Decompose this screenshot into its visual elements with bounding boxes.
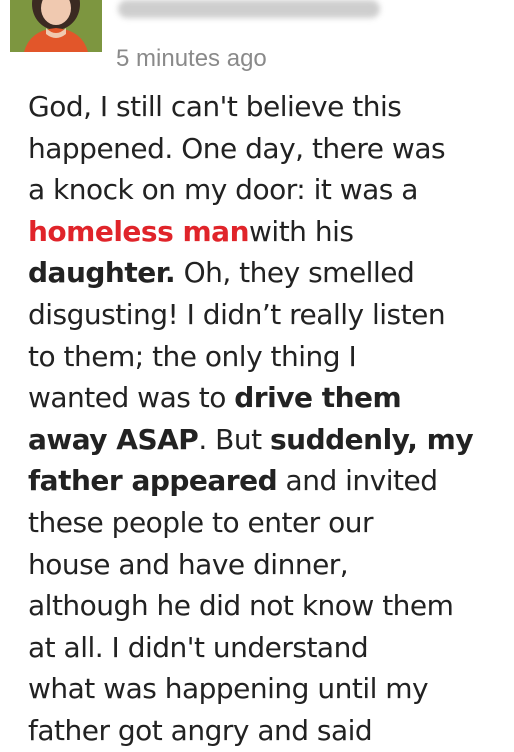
highlighted-text: homeless man: [28, 214, 250, 248]
post-text: with his: [249, 214, 354, 248]
post-text: disgusting! I didn’t really listen: [28, 297, 446, 331]
post-body: [28, 86, 508, 752]
blurred-username: [118, 0, 380, 18]
post-line: [28, 169, 508, 211]
post-text: to them; the only thing I: [28, 339, 357, 373]
post-line: [28, 627, 508, 669]
post-line: [28, 710, 508, 752]
bold-text: drive them: [234, 381, 402, 415]
avatar-photo-icon: [10, 0, 102, 52]
post-text: God, I still can't believe this: [28, 90, 402, 123]
post-line: [28, 294, 508, 336]
post-line: [28, 211, 508, 253]
post-text: happened. One day, there was: [28, 131, 446, 165]
post-line: [28, 585, 508, 627]
timestamp: 5 minutes ago: [116, 45, 267, 72]
post-line: [28, 377, 508, 419]
post-text: father got angry and said: [28, 713, 373, 747]
post-text: wanted was to: [28, 381, 235, 415]
post-text: although he did not know them: [28, 589, 454, 623]
post-line: [28, 502, 508, 544]
post-text: these people to enter our: [28, 505, 373, 539]
bold-text: daughter.: [28, 256, 176, 290]
bold-text: away ASAP: [28, 422, 199, 456]
post-line: [28, 128, 508, 170]
post-line: [28, 460, 508, 502]
post-text: what was happening until my: [28, 672, 429, 706]
post-text: . But: [198, 422, 270, 456]
avatar[interactable]: [10, 0, 102, 52]
post-line: [28, 336, 508, 378]
bold-text: suddenly, my: [269, 422, 474, 456]
post-text: a knock on my door: it was a: [28, 173, 418, 207]
bold-text: father appeared: [28, 464, 278, 498]
post-line: [28, 419, 508, 461]
post-line: [28, 544, 508, 586]
post-text: Oh, they smelled: [175, 256, 415, 290]
post-text: at all. I didn't understand: [28, 630, 369, 664]
post-text: and invited: [277, 464, 438, 498]
post-line: [28, 86, 508, 128]
post-text: house and have dinner,: [28, 547, 349, 581]
post-line: [28, 252, 508, 294]
post-line: [28, 668, 508, 710]
